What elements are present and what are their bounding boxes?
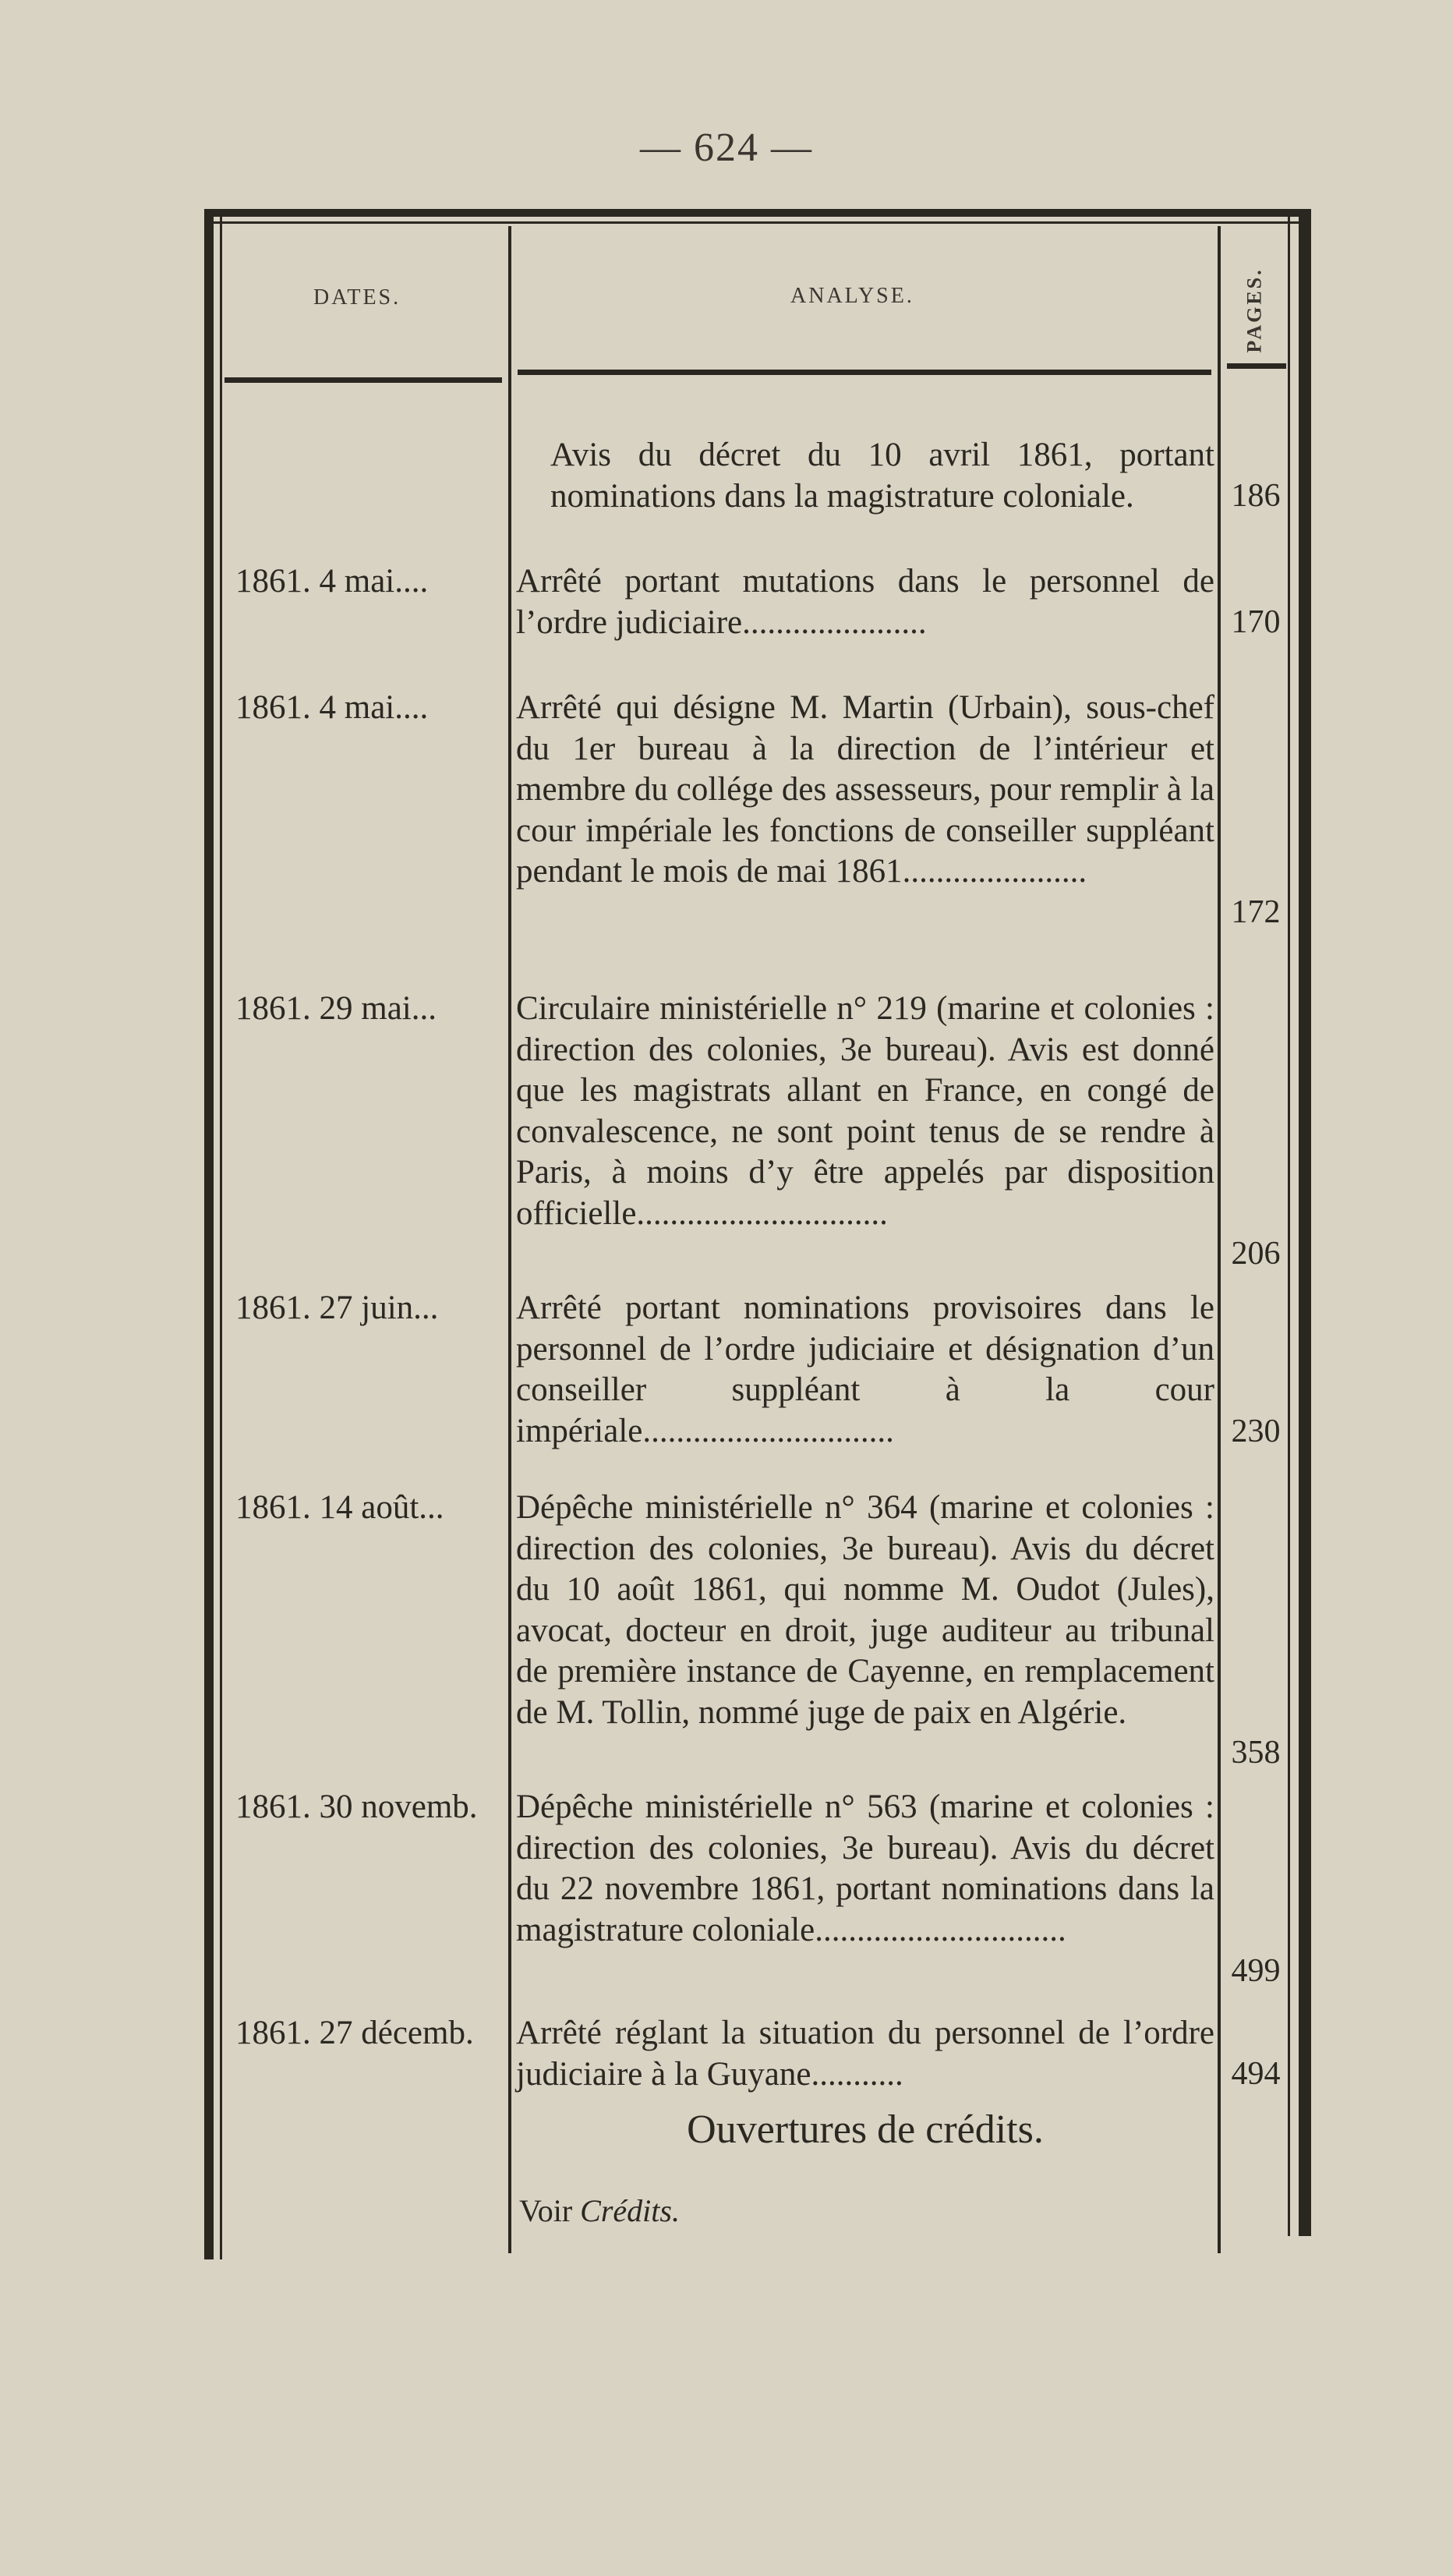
- entry-analysis: Arrêté qui désigne M. Martin (Urbain), sous-chef du 1er bureau à la direction de l’intérieur et membre du collége des assesseurs, pour remplir à la cour impériale les fonctions de conseiller suppléant pendant le mois de mai 1861......................: [516, 689, 1214, 890]
- entry-page: 206: [1231, 1236, 1281, 1272]
- entry-page: 172: [1231, 894, 1281, 930]
- header-rule-analyse: [518, 370, 1211, 375]
- entry-date: 1861. 4 mai....: [235, 689, 429, 726]
- entry-analysis: Dépêche ministérielle n° 364 (marine et colonies : direction des colonies, 3e bureau). Avis du décret du 10 août 1861, qui nomme M. Oudot (Jules), avocat, docteur en droit, juge auditeur au tribunal de première instance de Cayenne, en remplacement de M. Tollin, nommé juge de paix en Algérie.: [516, 1489, 1214, 1731]
- entry-page: 230: [1231, 1414, 1281, 1449]
- column-divider-dates: [508, 226, 511, 2253]
- column-header-analyse: ANALYSE.: [790, 284, 914, 308]
- entry-analysis: Circulaire ministérielle n° 219 (marine et colonies : direction des colonies, 3e bureau). Avis est donné que les magistrats allant en France, en congé de convalescence, ne sont point tenus de se rendre à Paris, à moins d’y être appelés par disposition officielle..............................: [516, 990, 1214, 1232]
- entry-page: 186: [1231, 478, 1281, 514]
- entry-analysis: Dépêche ministérielle n° 563 (marine et colonies : direction des colonies, 3e bureau). Avis du décret du 22 novembre 1861, portant nominations dans la magistrature coloniale..............................: [516, 1789, 1214, 1948]
- column-divider-pages: [1218, 226, 1221, 2253]
- entry-date: 1861. 4 mai....: [235, 563, 429, 600]
- entry-date: 1861. 29 mai...: [235, 990, 437, 1027]
- column-header-pages: PAGES.: [1243, 267, 1267, 353]
- table-right-rule: [1299, 209, 1311, 2236]
- cross-reference-label: Voir: [519, 2193, 573, 2228]
- entry-date: 1861. 27 décemb.: [235, 2015, 474, 2051]
- table-top-rule: [204, 209, 1311, 217]
- index-table: [204, 209, 1311, 2259]
- entry-date: 1861. 27 juin...: [235, 1290, 439, 1326]
- entry-analysis: Avis du décret du 10 avril 1861, portant nominations dans la magistrature coloniale.: [550, 437, 1214, 515]
- column-header-dates: DATES.: [313, 285, 401, 310]
- header-rule-dates: [224, 377, 502, 383]
- table-left-inner-rule: [220, 209, 222, 2259]
- entry-analysis: Arrêté portant mutations dans le personnel de l’ordre judiciaire......................: [516, 563, 1214, 641]
- cross-reference-target[interactable]: Crédits.: [580, 2193, 680, 2228]
- table-left-rule: [204, 209, 214, 2259]
- cross-reference: [519, 2192, 680, 2229]
- entry-page: 358: [1231, 1735, 1281, 1771]
- page-number: — 624 —: [640, 126, 813, 170]
- entry-page: 170: [1231, 604, 1281, 640]
- entry-analysis: Arrêté portant nominations provisoires dans le personnel de l’ordre judiciaire et désignation d’un conseiller suppléant à la cour impériale..............................: [516, 1290, 1214, 1449]
- entry-page: 494: [1231, 2056, 1281, 2092]
- entry-date: 1861. 30 novemb.: [235, 1789, 478, 1825]
- entry-page: 499: [1231, 1953, 1281, 1989]
- table-top-inner-rule: [214, 221, 1302, 224]
- section-title: Ouvertures de crédits.: [687, 2107, 1044, 2152]
- entry-date: 1861. 14 août...: [235, 1489, 444, 1526]
- entry-analysis: Arrêté réglant la situation du personnel de l’ordre judiciaire à la Guyane...........: [516, 2015, 1214, 2093]
